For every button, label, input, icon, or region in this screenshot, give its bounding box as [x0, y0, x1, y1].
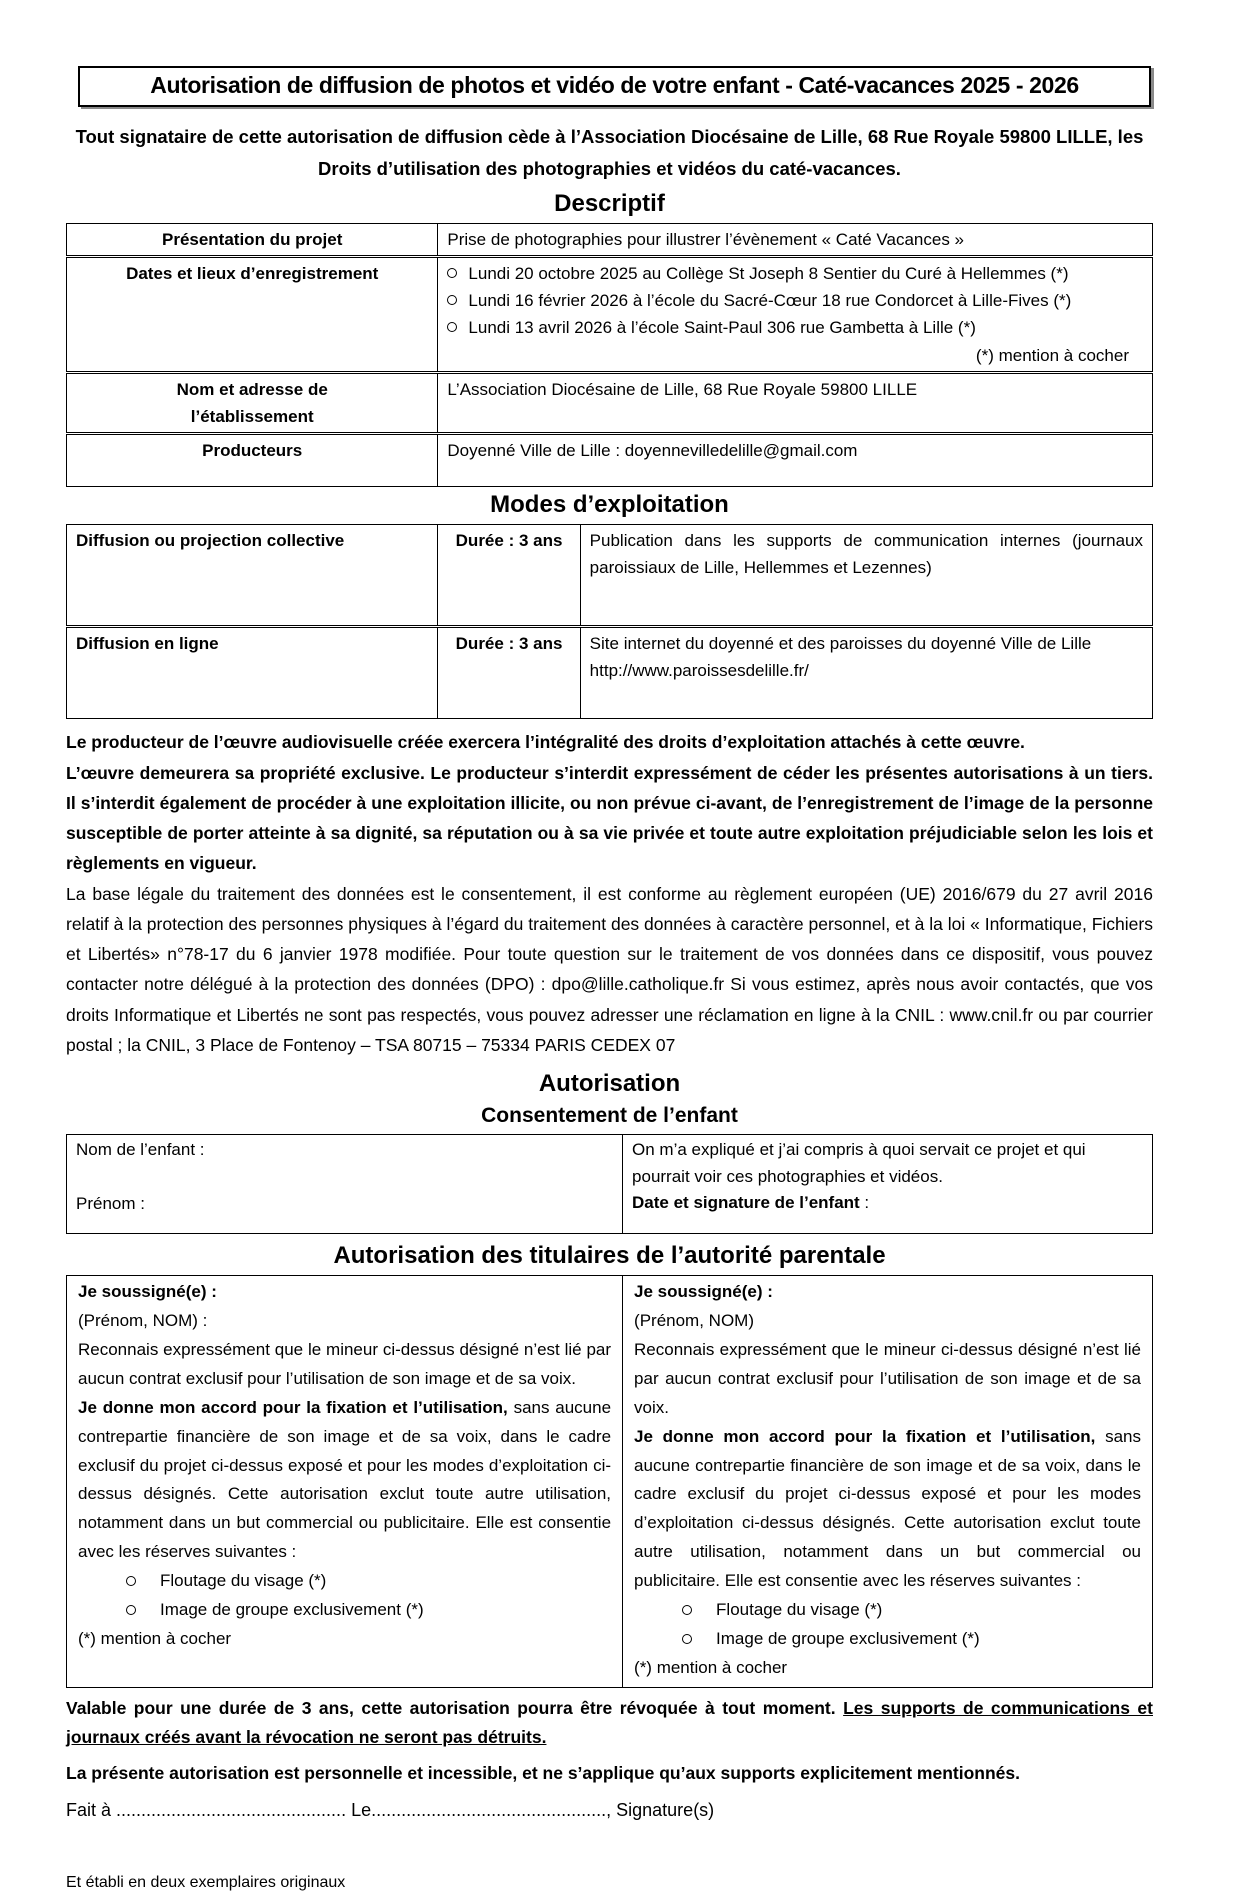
option-text: Floutage du visage (*) — [160, 1571, 327, 1591]
valable-bold-text: Valable pour une durée de 3 ans, cette autorisation pourra être révoquée à tout moment. — [66, 1697, 836, 1718]
date-item-text: Lundi 20 octobre 2025 au Collège St Joseph 8 Sentier du Curé à Hellemmes (*) — [468, 263, 1069, 283]
list-item — [682, 1596, 1141, 1625]
circle-bullet-icon — [447, 322, 457, 332]
table-row — [67, 627, 1153, 719]
consent-date-signature — [632, 1190, 1143, 1216]
mode-label — [67, 525, 438, 627]
consent-statement-text: On m’a expliqué et j’ai compris à quoi servait ce projet et qui pourrait voir ces photographies et vidéos. — [632, 1140, 1086, 1186]
circle-bullet-icon — [126, 1576, 136, 1586]
exemplaires-note: Et établi en deux exemplaires originaux — [66, 1873, 346, 1891]
accord-text — [634, 1423, 1141, 1596]
presentation-value: Prise de photographies pour illustrer l’évènement « Caté Vacances » — [438, 223, 1153, 256]
mode-duree: Durée : 3 ans — [438, 525, 580, 627]
circle-bullet-icon — [682, 1634, 692, 1644]
circle-bullet-icon — [682, 1605, 692, 1615]
table-row — [67, 223, 1153, 256]
parental-table — [66, 1275, 1153, 1687]
legal-producteur-1: Le producteur de l’œuvre audiovisuelle créée exercera l’intégralité des droits d’exploitation attachés à cette œuvre. — [66, 732, 1025, 753]
legal-block — [66, 727, 1153, 1060]
list-item — [126, 1567, 611, 1596]
option-text: Floutage du visage (*) — [716, 1599, 883, 1619]
mode-description — [580, 627, 1152, 719]
document-title: Autorisation de diffusion de photos et vidéo de votre enfant - Caté-vacances 2025 - 2026 — [78, 66, 1151, 107]
footer-block — [66, 1694, 1153, 1896]
accord-bold-text: Je donne mon accord pour la fixation et l’utilisation, — [78, 1397, 508, 1417]
option-text: Image de groupe exclusivement (*) — [716, 1628, 980, 1648]
parental-column-left — [67, 1276, 623, 1687]
circle-bullet-icon — [447, 268, 457, 278]
parental-column-right — [623, 1276, 1153, 1687]
valable-text — [66, 1694, 1153, 1752]
table-row — [67, 434, 1153, 487]
fait-a-signature-line: Fait à .............................................. Le..............................................., Signature(s) — [66, 1800, 715, 1821]
dates-label: Dates et lieux d’enregistrement — [67, 256, 438, 372]
date-item-text: Lundi 13 avril 2026 à l’école Saint-Paul 306 rue Gambetta à Lille (*) — [468, 318, 976, 338]
list-item — [682, 1625, 1141, 1654]
circle-bullet-icon — [126, 1605, 136, 1615]
reconnais-text: Reconnais expressément que le mineur ci-dessus désigné n’est lié par aucun contrat exclusif pour l’utilisation de son image et de sa voix. — [78, 1339, 612, 1388]
etablissement-label-text: Nom et adresse de l’établissement — [176, 379, 328, 426]
mode-label-text: Diffusion en ligne — [76, 634, 219, 654]
mention-note: (*) mention à cocher — [634, 1657, 788, 1677]
list-item — [447, 314, 1143, 341]
legal-rgpd: La base légale du traitement des données est le consentement, il est conforme au règlement européen (UE) 2016/679 du 27 avril 2016 relatif à la protection des personnes physiques à l’égard du traitement des données à caractère personnel, et à la loi « Informatique, Fichiers et Libertés» n°78-17 du 6 janvier 1978 modifiée. Pour toute question sur le traitement de vos données dans ce dispositif, vous pouvez contacter notre délégué à la protection des données (DPO) : dpo@lille.catholique.fr Si vous estimez, après nous avoir contactés, que vos droits Informatique et Libertés ne sont pas respectés, vous pouvez adresser une réclamation en ligne à la CNIL : www.cnil.fr ou par courrier postal ; la CNIL, 3 Place de Fontenoy – TSA 80715 – 75334 PARIS CEDEX 07 — [66, 883, 1153, 1055]
circle-bullet-icon — [447, 295, 457, 305]
identite-label: (Prénom, NOM) : — [78, 1311, 208, 1331]
soussigne-label: Je soussigné(e) : — [634, 1282, 773, 1302]
table-row — [67, 1135, 1153, 1234]
mode-label — [67, 627, 438, 719]
soussigne-label: Je soussigné(e) : — [78, 1282, 217, 1302]
consent-identity-inner — [76, 1137, 613, 1231]
list-item — [126, 1596, 611, 1625]
section-heading-descriptif: Descriptif — [554, 189, 665, 217]
date-signature-label: Date et signature de l’enfant — [632, 1192, 860, 1212]
accord-bold-text: Je donne mon accord pour la fixation et l’utilisation, — [634, 1426, 1096, 1446]
etablissement-label — [67, 372, 438, 433]
etablissement-value: L’Association Diocésaine de Lille, 68 Rue Royale 59800 LILLE — [438, 372, 1153, 433]
section-heading-autorisation: Autorisation — [538, 1070, 681, 1098]
date-signature-colon: : — [859, 1192, 870, 1212]
producteurs-value: Doyenné Ville de Lille : doyennevilledelille@gmail.com — [438, 434, 1153, 487]
reconnais-text: Reconnais expressément que le mineur ci-dessus désigné n’est lié par aucun contrat exclusif pour l’utilisation de son image et de sa voix. — [634, 1339, 1141, 1417]
child-name-label: Nom de l’enfant : — [76, 1140, 205, 1160]
dates-note: (*) mention à cocher — [975, 345, 1129, 365]
legal-producteur-2: L’œuvre demeurera sa propriété exclusive. Le producteur s’interdit expressément de céder les présentes autorisations à un tiers. Il s’interdit également de procéder à une exploitation illicite, ou non prévue ci-avant, de l’enregistrement de l’image de la personne susceptible de porter atteinte à sa dignité, sa réputation ou à sa vie privée et toute autre exploitation préjudiciable selon les lois et règlements en vigueur. — [66, 762, 1153, 874]
accord-text — [78, 1394, 611, 1567]
subsection-heading-consentement: Consentement de l’enfant — [481, 1104, 738, 1128]
identite-label: (Prénom, NOM) — [634, 1311, 754, 1331]
table-row — [67, 256, 1153, 372]
personnelle-text: La présente autorisation est personnelle et incessible, et ne s’applique qu’aux supports explicitement mentionnés. — [66, 1763, 1020, 1784]
mode-description-text: Site internet du doyenné et des paroisses du doyenné Ville de Lille — [589, 634, 1092, 654]
descriptif-table — [66, 223, 1153, 488]
date-item-text: Lundi 16 février 2026 à l’école du Sacré-Cœur 18 rue Condorcet à Lille-Fives (*) — [468, 291, 1072, 311]
consent-identity-cell — [67, 1135, 623, 1234]
consent-statement-cell — [623, 1135, 1153, 1234]
section-heading-parental: Autorisation des titulaires de l’autorité parentale — [333, 1242, 886, 1270]
table-row — [67, 525, 1153, 627]
mention-note: (*) mention à cocher — [78, 1628, 232, 1648]
mode-description: Publication dans les supports de communication internes (journaux paroissiaux de Lille, Hellemmes et Lezennes) — [580, 525, 1152, 627]
blank-fill-area — [76, 1164, 613, 1191]
table-row — [67, 372, 1153, 433]
table-row — [67, 1276, 1153, 1687]
accord-suite-text: sans aucune contrepartie financière de son image et de sa voix, dans le cadre exclusif du projet ci-dessus exposé et pour les modes d’exploitation ci-dessus désignés. Cette autorisation exclut toute autre utilisation, notamment dans un but commercial ou publicitaire. Elle est consentie avec les réserves suivantes : — [634, 1426, 1141, 1591]
valable-underline-text: Les supports de communications et journaux créés avant la révocation ne seront pas détruits. — [66, 1697, 1153, 1747]
dates-value — [438, 256, 1153, 372]
intro-text: Tout signataire de cette autorisation de diffusion cède à l’Association Diocésaine de Lille, 68 Rue Royale 59800 LILLE, les Droits d’utilisation des photographies et vidéos du caté-vacances. — [75, 126, 1144, 180]
list-item — [447, 260, 1143, 287]
modes-table — [66, 524, 1153, 719]
mode-label-text: Diffusion ou projection collective — [76, 531, 345, 551]
mode-duree: Durée : 3 ans — [438, 627, 580, 719]
list-item — [447, 287, 1143, 314]
child-firstname-label: Prénom : — [76, 1193, 145, 1213]
option-text: Image de groupe exclusivement (*) — [160, 1599, 424, 1619]
presentation-label: Présentation du projet — [67, 223, 438, 256]
consent-table — [66, 1134, 1153, 1234]
mode-url: http://www.paroissesdelille.fr/ — [589, 661, 809, 681]
producteurs-label: Producteurs — [67, 434, 438, 487]
section-heading-modes: Modes d’exploitation — [490, 491, 729, 519]
accord-suite-text: sans aucune contrepartie financière de son image et de sa voix, dans le cadre exclusif du projet ci-dessus exposé et pour les modes d’exploitation ci-dessus désignés. Cette autorisation exclut toute autre utilisation, notamment dans un but commercial ou publicitaire. Elle est consentie avec les réserves suivantes : — [78, 1397, 612, 1562]
